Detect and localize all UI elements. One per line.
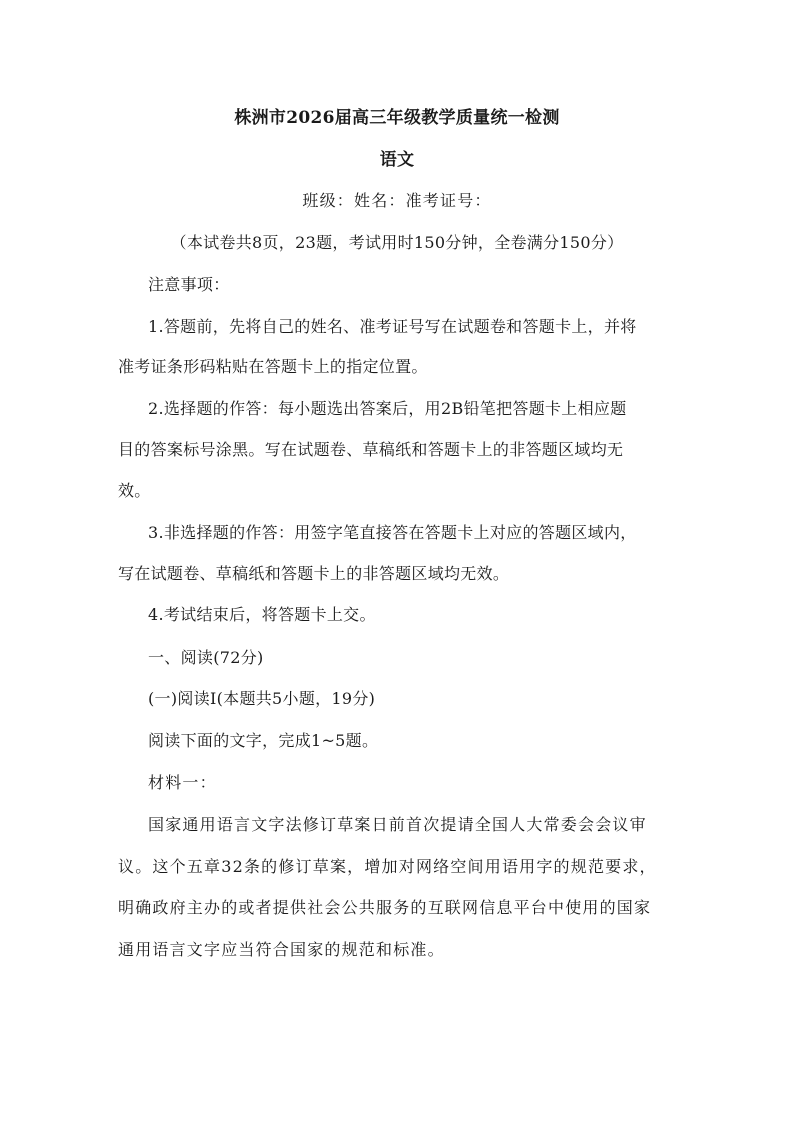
material1-line-2: 议。这个五章32条的修订草案，增加对网络空间用语用字的规范要求， bbox=[118, 857, 657, 876]
note-item-3-line-2: 写在试题卷、草稿纸和答题卡上的非答题区域均无效。 bbox=[118, 564, 510, 583]
note-item-1-line-1: 1.答题前，先将自己的姓名、准考证号写在试题卷和答题卡上，并将 bbox=[148, 317, 637, 336]
note-item-2-line-2: 目的答案标号涂黑。写在试题卷、草稿纸和答题卡上的非答题区域均无 bbox=[118, 440, 624, 459]
material1-line-1: 国家通用语言文字法修订草案日前首次提请全国人大常委会会议审 bbox=[148, 815, 647, 834]
subject-title: 语文 bbox=[379, 150, 415, 170]
exam-info-line: （本试卷共8页，23题，考试用时150分钟，全卷满分150分） bbox=[170, 233, 624, 252]
note-item-4-line-1: 4.考试结束后，将答题卡上交。 bbox=[148, 605, 376, 624]
material-label: 材料一： bbox=[148, 773, 217, 792]
notes-heading: 注意事项： bbox=[148, 275, 230, 294]
note-item-3-line-1: 3.非选择题的作答：用签字笔直接答在答题卡上对应的答题区域内， bbox=[148, 523, 637, 542]
sub-heading: (一)阅读Ⅰ(本题共5小题，19分) bbox=[148, 689, 376, 708]
material1-line-4: 通用语言文字应当符合国家的规范和标准。 bbox=[118, 940, 445, 959]
material1-line-3: 明确政府主办的或者提供社会公共服务的互联网信息平台中使用的国家 bbox=[118, 898, 652, 917]
student-info-line: 班级：姓名：准考证号： bbox=[302, 191, 492, 210]
exam-title: 株洲市2026届高三年级教学质量统一检测 bbox=[234, 108, 560, 128]
note-item-2-line-3: 效。 bbox=[118, 481, 151, 500]
note-item-2-line-1: 2.选择题的作答：每小题选出答案后，用2B铅笔把答题卡上相应题 bbox=[148, 399, 627, 418]
note-item-1-line-2: 准考证条形码粘贴在答题卡上的指定位置。 bbox=[118, 357, 428, 376]
part-heading: 一、阅读(72分) bbox=[148, 648, 264, 667]
reading-instruction: 阅读下面的文字，完成1~5题。 bbox=[148, 731, 379, 750]
